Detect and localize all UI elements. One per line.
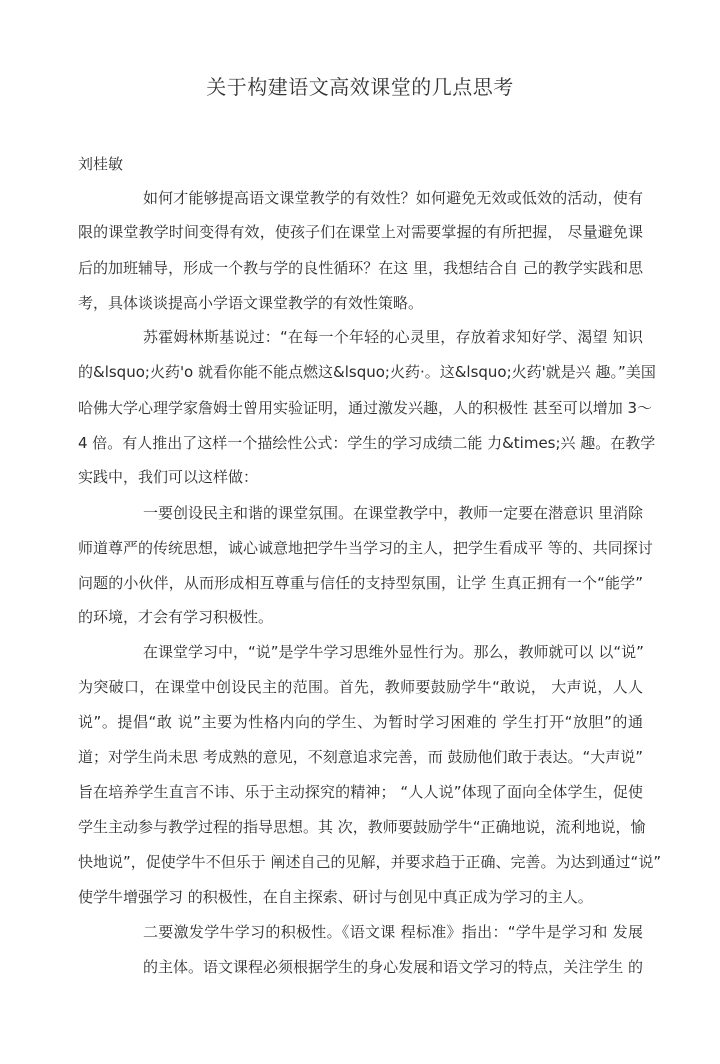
text-line: 的主体。语文课程必须根据学生的身心发展和语文学习的特点，关注学生 的 [143, 958, 643, 976]
text-line: 哈佛大学心理学家詹姆士曾用实验证明，通过激发兴趣，人的积极性 甚至可以增加 3～ [78, 399, 653, 417]
text-line: 为突破口，在课堂中创设民主的范围。首先，教师要鼓励学牛“敢说， 大声说，人人 [78, 678, 643, 696]
text-line: 4 倍。有人推出了这样一个描绘性公式：学生的学习成绩二能 力&times;兴 趣。在教学 [78, 434, 656, 452]
text-line: 苏霍姆林斯基说过：“在每一个年轻的心灵里，存放着求知好学、渴望 知识 [143, 328, 643, 346]
text-line: 二要激发学牛学习的积极性。《语文课 程标准》指出：“学牛是学习和 发展 [143, 923, 643, 941]
text-line: 限的课堂教学时间变得有效，使孩子们在课堂上对需要掌握的有所把握， 尽量避免课 [78, 223, 643, 241]
text-line: 快地说”，促使学牛不但乐于 阐述自己的见解，并要求趋于正确、完善。为达到通过“说” [78, 853, 662, 871]
text-line: 学生主动参与教学过程的指导思想。其 次，教师要鼓励学牛“正确地说，流利地说，愉 [78, 818, 646, 836]
document-title: 关于构建语文高效课堂的几点思考 [206, 75, 514, 99]
text-line: 在课堂学习中，“说”是学牛学习思维外显性行为。那么，教师就可以 以“说” [143, 643, 644, 661]
text-line: 的&lsquo;火药'o 就看你能不能点燃这&lsquo;火药·。这&lsquo;火药'就是兴 趣。”美国 [78, 363, 656, 381]
text-line: 实践中，我们可以这样做： [78, 468, 259, 486]
text-line: 道；对学生尚未思 考成熟的意见，不刻意追求完善，而 鼓励他们敢于表达。“大声说” [78, 748, 644, 766]
text-line: 师道尊严的传统思想，诚心诚意地把学牛当学习的主人，把学生看成平 等的、共同探讨 [78, 539, 653, 557]
text-line: 问题的小伙伴，从而形成相互尊重与信任的支持型氛围，让学 生真正拥有一个“能学” [78, 574, 643, 592]
text-line: 如何才能够提高语文课堂教学的有效性？如何避免无效或低效的活动，使有 [143, 189, 643, 207]
text-line: 后的加班辅导，形成一个教与学的良性循环？在这 里，我想结合自 己的教学实践和思 [78, 259, 643, 277]
text-line: 旨在培养学生直言不讳、乐于主动探究的精神； “人人说”体现了面向全体学生，促使 [78, 783, 643, 801]
text-line: 考，具体谈谈提高小学语文课堂教学的有效性策略。 [78, 294, 424, 312]
author-name: 刘桂敏 [78, 155, 124, 173]
text-line: 说”。提倡“敢 说”主要为性格内向的学生、为暂时学习困难的 学生打开“放胆”的通 [78, 713, 643, 731]
text-line: 的环境，才会有学习积极性。 [78, 608, 274, 626]
text-line: 使学牛增强学习 的积极性，在自主探索、研讨与创见中真正成为学习的主人。 [78, 888, 593, 906]
text-line: 一要创设民主和谐的课堂氛围。在课堂教学中，教师一定要在潜意识 里消除 [143, 504, 643, 522]
